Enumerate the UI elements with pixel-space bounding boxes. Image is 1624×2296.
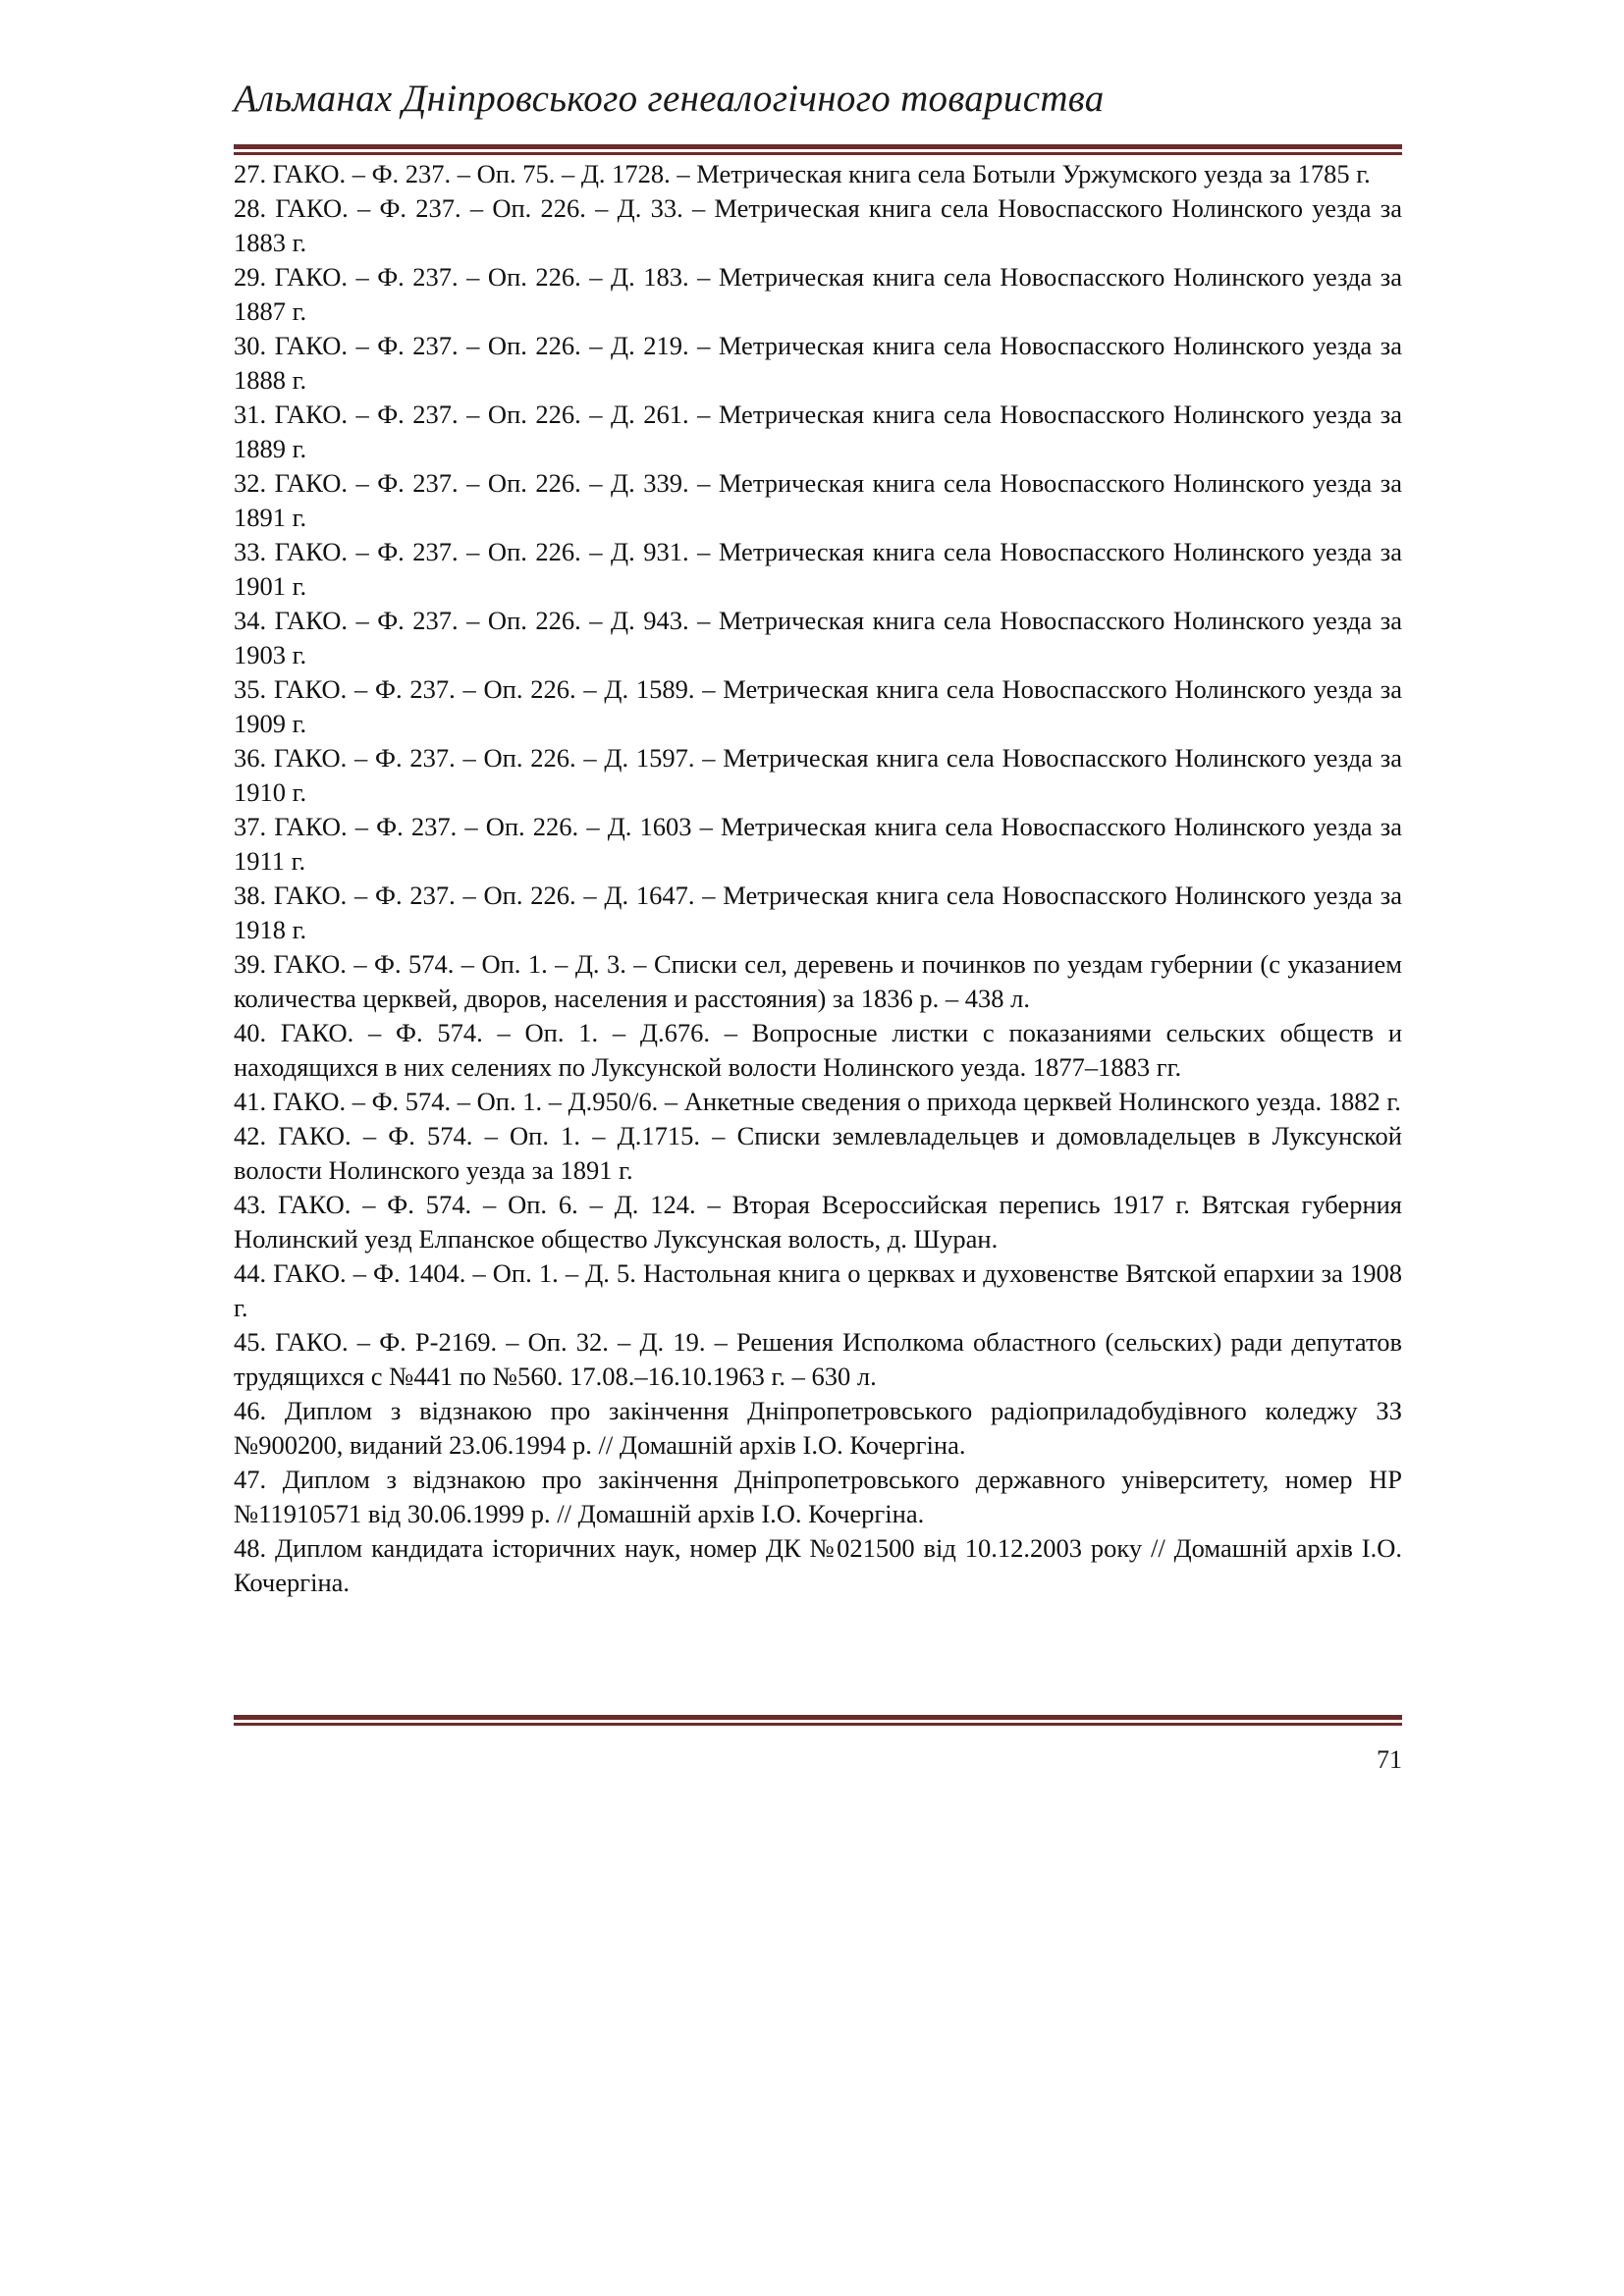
reference-item: 46. Диплом з відзнакою про закінчення Дніпропетровського радіоприладобудівного коледжу ЗЗ №900200, виданий 23.06.1994 р. // Домашній архів І.О. Кочергіна. [234,1396,1402,1460]
reference-item: 33. ГАКО. – Ф. 237. – Оп. 226. – Д. 931. – Метрическая книга села Новоспасского Нолинского уезда за 1901 г. [234,537,1402,601]
reference-item: 45. ГАКО. – Ф. Р-2169. – Оп. 32. – Д. 19. – Решения Исполкома областного (сельских) ради депутатов трудящихся с №441 по №560. 17.08.–16.10.1963 г. – 630 л. [234,1327,1402,1391]
reference-item: 30. ГАКО. – Ф. 237. – Оп. 226. – Д. 219. – Метрическая книга села Новоспасского Нолинского уезда за 1888 г. [234,331,1402,395]
reference-item: 44. ГАКО. – Ф. 1404. – Оп. 1. – Д. 5. Настольная книга о церквах и духовенстве Вятской епархии за 1908 г. [234,1258,1402,1322]
header-divider [234,144,1402,155]
reference-item: 39. ГАКО. – Ф. 574. – Оп. 1. – Д. 3. – Списки сел, деревень и починков по уездам губернии (с указанием количества церквей, дворов, населения и расстояния) за 1836 р. – 438 л. [234,949,1402,1013]
page-number: 71 [1377,1745,1402,1774]
reference-item: 37. ГАКО. – Ф. 237. – Оп. 226. – Д. 1603 – Метрическая книга села Новоспасского Нолинского уезда за 1911 г. [234,812,1402,876]
reference-item: 28. ГАКО. – Ф. 237. – Оп. 226. – Д. 33. – Метрическая книга села Новоспасского Нолинского уезда за 1883 г. [234,193,1402,257]
reference-item: 48. Диплом кандидата історичних наук, номер ДК №021500 від 10.12.2003 року // Домашній архів І.О. Кочергіна. [234,1533,1402,1597]
reference-item: 38. ГАКО. – Ф. 237. – Оп. 226. – Д. 1647. – Метрическая книга села Новоспасского Нолинского уезда за 1918 г. [234,881,1402,944]
reference-item: 43. ГАКО. – Ф. 574. – Оп. 6. – Д. 124. – Вторая Всероссийская перепись 1917 г. Вятская губерния Нолинский уезд Елпанское общество Луксунская волость, д. Шуран. [234,1190,1402,1254]
reference-item: 42. ГАКО. – Ф. 574. – Оп. 1. – Д.1715. – Списки землевладельцев и домовладельцев в Луксунской волости Нолинского уезда за 1891 г. [234,1121,1402,1185]
reference-item: 31. ГАКО. – Ф. 237. – Оп. 226. – Д. 261. – Метрическая книга села Новоспасского Нолинского уезда за 1889 г. [234,400,1402,463]
reference-item: 32. ГАКО. – Ф. 237. – Оп. 226. – Д. 339. – Метрическая книга села Новоспасского Нолинского уезда за 1891 г. [234,468,1402,532]
running-header-title: Альманах Дніпровського генеалогічного товариства [234,78,1105,120]
footer-divider [234,1715,1402,1726]
reference-item: 47. Диплом з відзнакою про закінчення Дніпропетровського державного університету, номер НР №11910571 від 30.06.1999 р. // Домашній архів І.О. Кочергіна. [234,1465,1402,1528]
reference-item: 40. ГАКО. – Ф. 574. – Оп. 1. – Д.676. – Вопросные листки с показаниями сельских обществ и находящихся в них селениях по Луксунской волости Нолинского уезда. 1877–1883 гг. [234,1018,1402,1082]
reference-item: 29. ГАКО. – Ф. 237. – Оп. 226. – Д. 183. – Метрическая книга села Новоспасского Нолинского уезда за 1887 г. [234,262,1402,326]
reference-item: 27. ГАКО. – Ф. 237. – Оп. 75. – Д. 1728. – Метрическая книга села Ботыли Уржумского уезда за 1785 г. [234,159,1371,188]
reference-list [234,157,1402,1600]
reference-item: 41. ГАКО. – Ф. 574. – Оп. 1. – Д.950/6. – Анкетные сведения о прихода церквей Нолинского уезда. 1882 г. [234,1087,1401,1116]
reference-item: 34. ГАКО. – Ф. 237. – Оп. 226. – Д. 943. – Метрическая книга села Новоспасского Нолинского уезда за 1903 г. [234,606,1402,669]
reference-item: 35. ГАКО. – Ф. 237. – Оп. 226. – Д. 1589. – Метрическая книга села Новоспасского Нолинского уезда за 1909 г. [234,674,1402,738]
reference-item: 36. ГАКО. – Ф. 237. – Оп. 226. – Д. 1597. – Метрическая книга села Новоспасского Нолинского уезда за 1910 г. [234,743,1402,807]
